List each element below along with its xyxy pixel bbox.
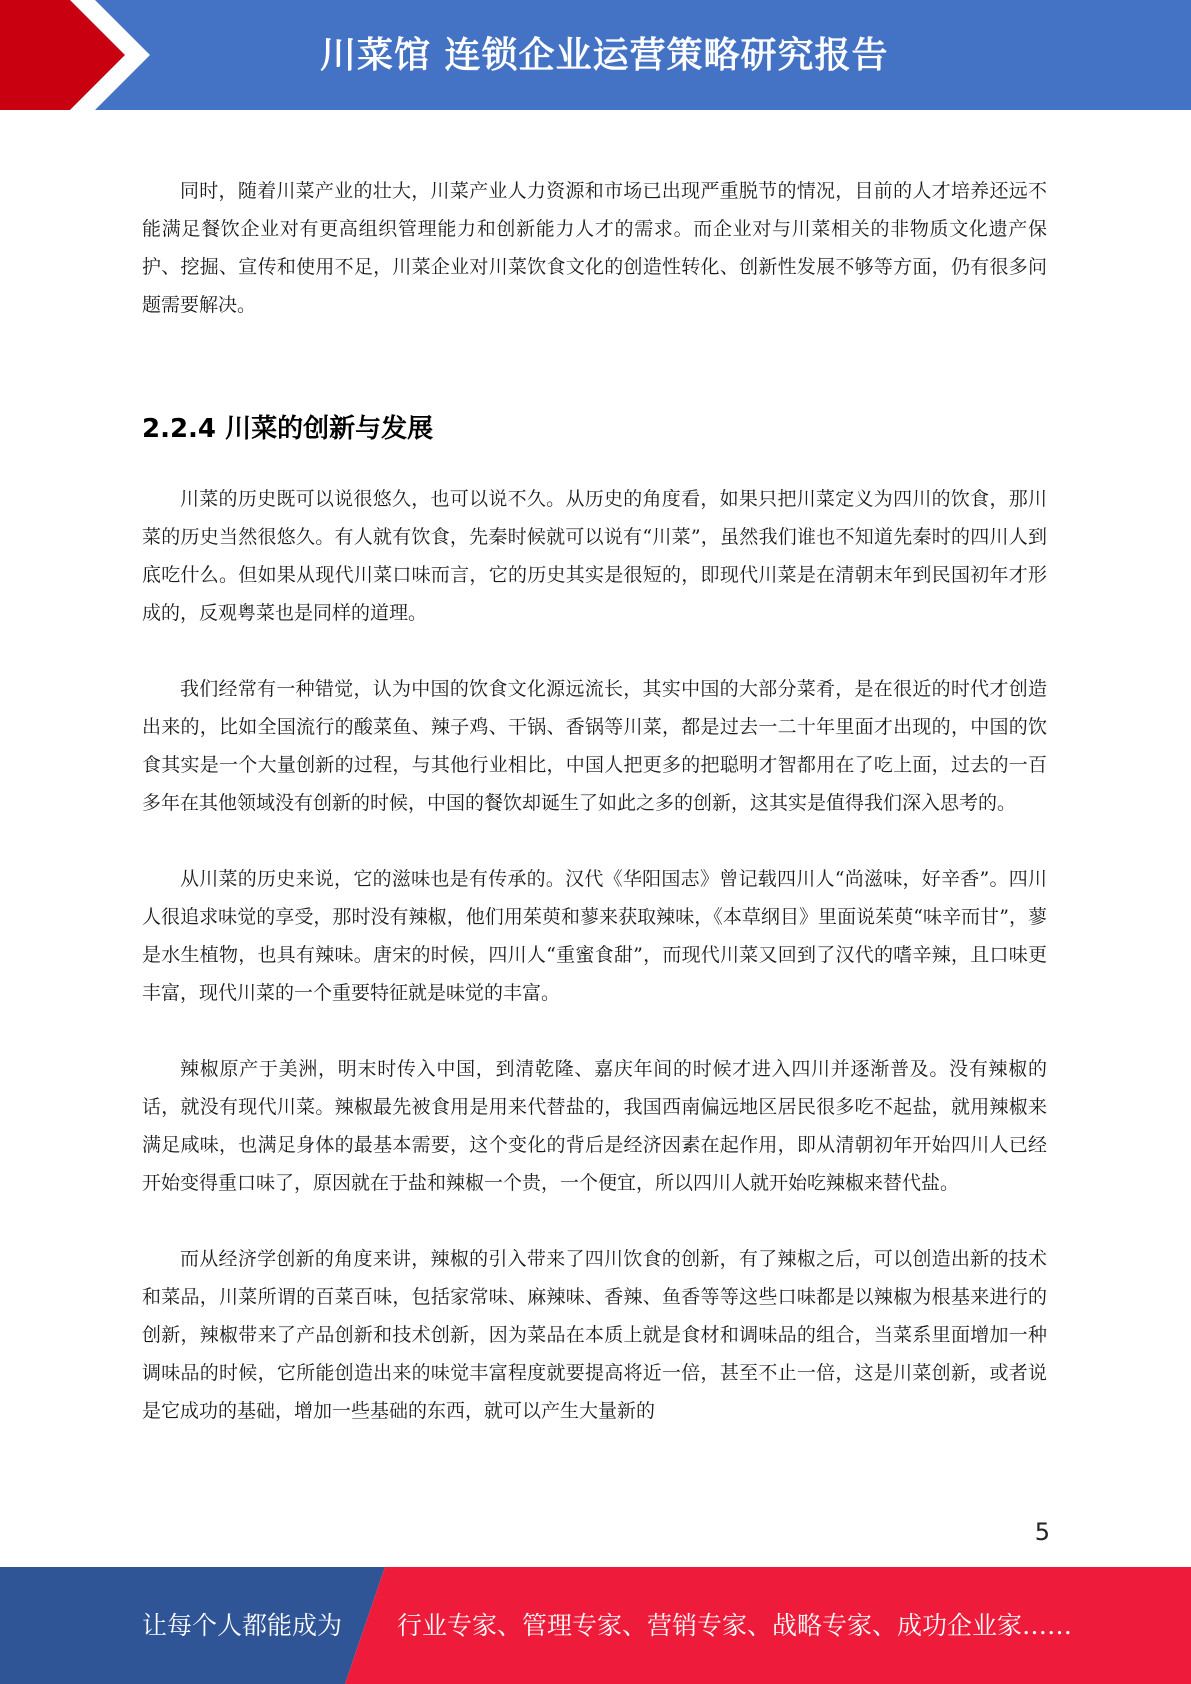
header-band: [0, 0, 1191, 110]
footer-slogan-left: 让每个人都能成为: [142, 1611, 343, 1640]
report-title: 川菜馆 连锁企业运营策略研究报告: [320, 35, 889, 76]
section-heading: 2.2.4 川菜的创新与发展: [142, 414, 434, 444]
body-paragraph: 川菜的历史既可以说很悠久，也可以说不久。从历史的角度看，如果只把川菜定义为四川的饮食，那川菜的历史当然很悠久。有人就有饮食，先秦时候就可以说有“川菜”，虽然我们谁也不知道先秦时的四川人到底吃什么。但如果从现代川菜口味而言，它的历史其实是很短的，即现代川菜是在清朝末年到民国初年才形成的，反观粤菜也是同样的道理。: [142, 488, 1047, 624]
footer-band: [0, 1567, 1191, 1684]
body-paragraph: 我们经常有一种错觉，认为中国的饮食文化源远流长，其实中国的大部分菜肴，是在很近的时代才创造出来的，比如全国流行的酸菜鱼、辣子鸡、干锅、香锅等川菜，都是过去一二十年里面才出现的，中国的饮食其实是一个大量创新的过程，与其他行业相比，中国人把更多的把聪明才智都用在了吃上面，过去的一百多年在其他领域没有创新的时候，中国的餐饮却诞生了如此之多的创新，这其实是值得我们深入思考的。: [142, 678, 1047, 814]
page-number: 5: [1034, 1518, 1050, 1546]
page-body: [142, 172, 1047, 1430]
body-paragraph: 而从经济学创新的角度来讲，辣椒的引入带来了四川饮食的创新，有了辣椒之后，可以创造出新的技术和菜品，川菜所谓的百菜百味，包括家常味、麻辣味、香辣、鱼香等等这些口味都是以辣椒为根基来进行的创新，辣椒带来了产品创新和技术创新，因为菜品在本质上就是食材和调味品的组合，当菜系里面增加一种调味品的时候，它所能创造出来的味觉丰富程度就要提高将近一倍，甚至不止一倍，这是川菜创新，或者说是它成功的基础，增加一些基础的东西，就可以产生大量新的: [142, 1248, 1047, 1422]
body-paragraph: 从川菜的历史来说，它的滋味也是有传承的。汉代《华阳国志》曾记载四川人“尚滋味，好辛香”。四川人很追求味觉的享受，那时没有辣椒，他们用茱萸和蓼来获取辣味，《本草纲目》里面说茱萸“味辛而甘”，蓼是水生植物，也具有辣味。唐宋的时候，四川人“重蜜食甜”，而现代川菜又回到了汉代的嗜辛辣，且口味更丰富，现代川菜的一个重要特征就是味觉的丰富。: [142, 868, 1047, 1004]
intro-paragraph: 同时，随着川菜产业的壮大，川菜产业人力资源和市场已出现严重脱节的情况，目前的人才培养还远不能满足餐饮企业对有更高组织管理能力和创新能力人才的需求。而企业对与川菜相关的非物质文化遗产保护、挖掘、宣传和使用不足，川菜企业对川菜饮食文化的创造性转化、创新性发展不够等方面，仍有很多问题需要解决。: [142, 180, 1047, 316]
footer-slogan-right: 行业专家、管理专家、营销专家、战略专家、成功企业家……: [397, 1611, 1073, 1640]
body-paragraph: 辣椒原产于美洲，明末时传入中国，到清乾隆、嘉庆年间的时候才进入四川并逐渐普及。没有辣椒的话，就没有现代川菜。辣椒最先被食用是用来代替盐的，我国西南偏远地区居民很多吃不起盐，就用辣椒来满足咸味，也满足身体的最基本需要，这个变化的背后是经济因素在起作用，即从清朝初年开始四川人已经开始变得重口味了，原因就在于盐和辣椒一个贵，一个便宜，所以四川人就开始吃辣椒来替代盐。: [142, 1058, 1047, 1194]
header-arrow-icon: [0, 0, 160, 110]
